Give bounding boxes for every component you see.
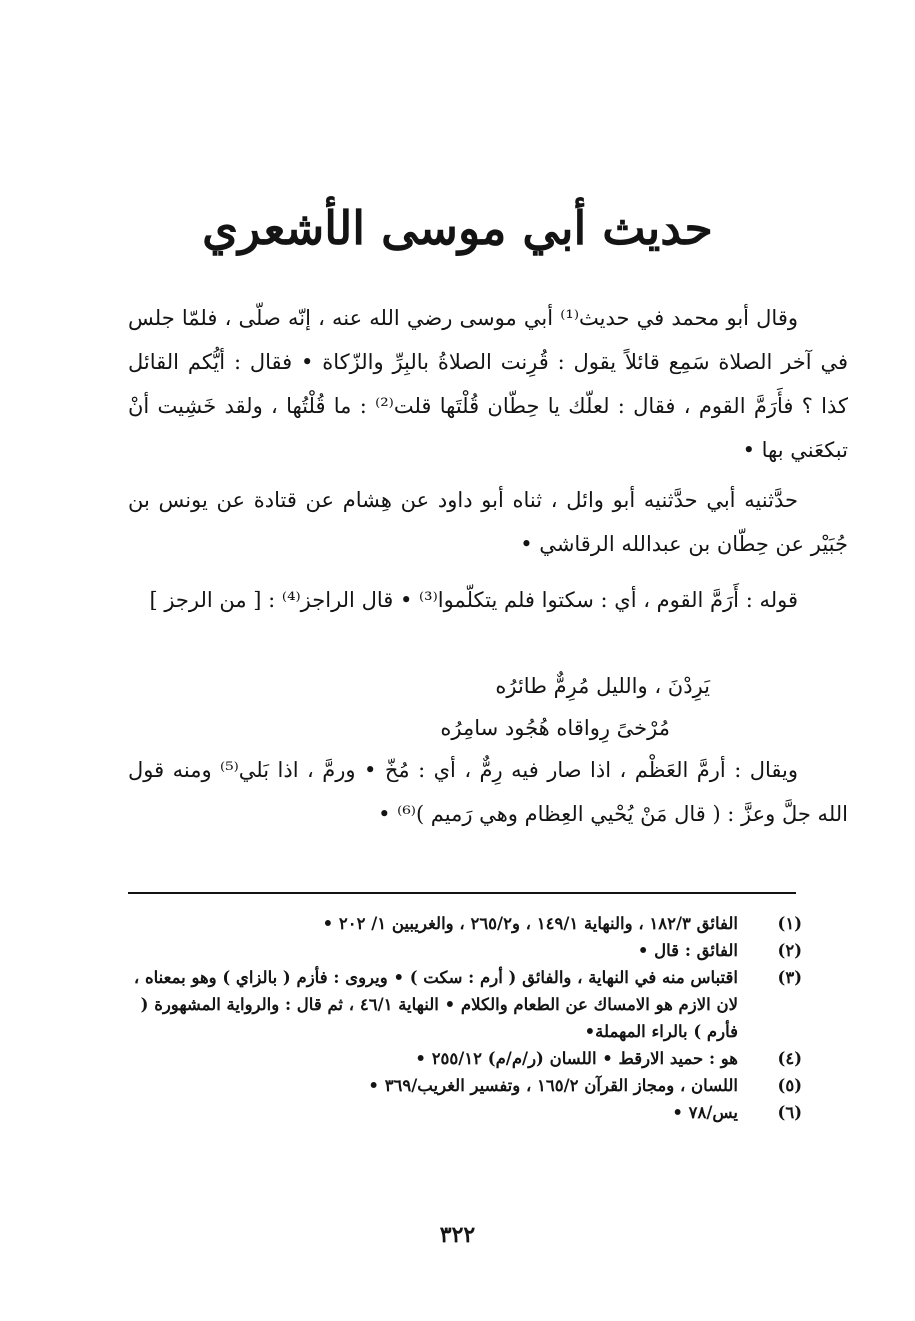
footnote-text: يس/٧٨ • [672,1103,738,1122]
paragraph-definition: ويقال : أرمَّ العَظْم ، اذا صار فيه رِمٌّ ، أي : مُخّ • ورمَّ ، اذا بَلي⁽⁵⁾ ومنه قول الله جلَّ وعزَّ : ( قال مَنْ يُحْيي العِظام وهي رَميم )⁽⁶⁾ • [128,758,848,826]
page-title: حديث أبي موسى الأشعري [202,201,713,255]
footnote-number: (٥) [777,1076,802,1095]
paragraph-hadith: وقال أبو محمد في حديث⁽¹⁾ أبي موسى رضي الله عنه ، إنّه صلّى ، فلمّا جلس في آخر الصلاة سَمِع قائلاً يقول : قُرِنت الصلاةُ بالبِرِّ والزّكاة • فقال : أيُّكم القائل كذا ؟ فأَرَمَّ القوم ، فقال : لعلّك يا حِطّان قُلْتَها قلت⁽²⁾ : ما قُلْتُها ، ولقد خَشِيت أنْ تبكعَني بها • [128,306,849,462]
footnote-number: (٤) [777,1049,802,1068]
paragraph-explanation: قوله : أَرَمَّ القوم ، أي : سكتوا فلم يتكلّموا⁽³⁾ • قال الراجز⁽⁴⁾ : [ من الرجز ] [149,588,798,612]
footnote-text: هو : حميد الارقط • اللسان (ر/م/م) ٢٥٥/١٢ • [415,1049,738,1068]
footnote-2 [128,937,808,964]
footnote-text: الفائق ١٨٢/٣ ، والنهاية ١٤٩/١ ، و٢٦٥/٢ ، والغريبين ١/ ٢٠٢ • [322,914,738,933]
footnote-number: (٢) [777,941,802,960]
footnotes [128,910,808,1126]
page-number: ٣٢٢ [439,1222,476,1248]
footnote-1 [128,910,808,937]
footnote-text: اقتباس منه في النهاية ، والفائق ( أرم : سكت ) • ويروى : فأزم ( بالزاي ) وهو بمعناه ، لان الازم هو الامساك عن الطعام والكلام • النهاية ٤٦/١ ، ثم قال : والرواية المشهورة ( فأرم ) بالراء المهملة• [133,968,738,1041]
verse-line-2: مُرْخىً رِواقاه هُجُود سامِرُه [440,716,670,740]
footnote-number: (٣) [777,968,802,987]
footnote-number: (٦) [777,1103,802,1122]
verse-line-1: يَرِدْنَ ، والليل مُرِمٌّ طائرُه [495,674,710,698]
footnote-6 [128,1099,808,1126]
footnote-5 [128,1072,808,1099]
paragraph-isnad: حدَّثنيه أبي حدَّثنيه أبو وائل ، ثناه أبو داود عن هِشام عن قتادة عن يونس بن جُبَيْر عن حِطّان بن عبدالله الرقاشي • [128,488,848,556]
footnote-text: اللسان ، ومجاز القرآن ١٦٥/٢ ، وتفسير الغريب/٣٦٩ • [368,1076,738,1095]
footnote-divider [128,892,796,894]
footnote-3 [128,964,808,1045]
footnote-text: الفائق : قال • [637,941,738,960]
footnote-number: (١) [777,914,802,933]
footnote-4 [128,1045,808,1072]
